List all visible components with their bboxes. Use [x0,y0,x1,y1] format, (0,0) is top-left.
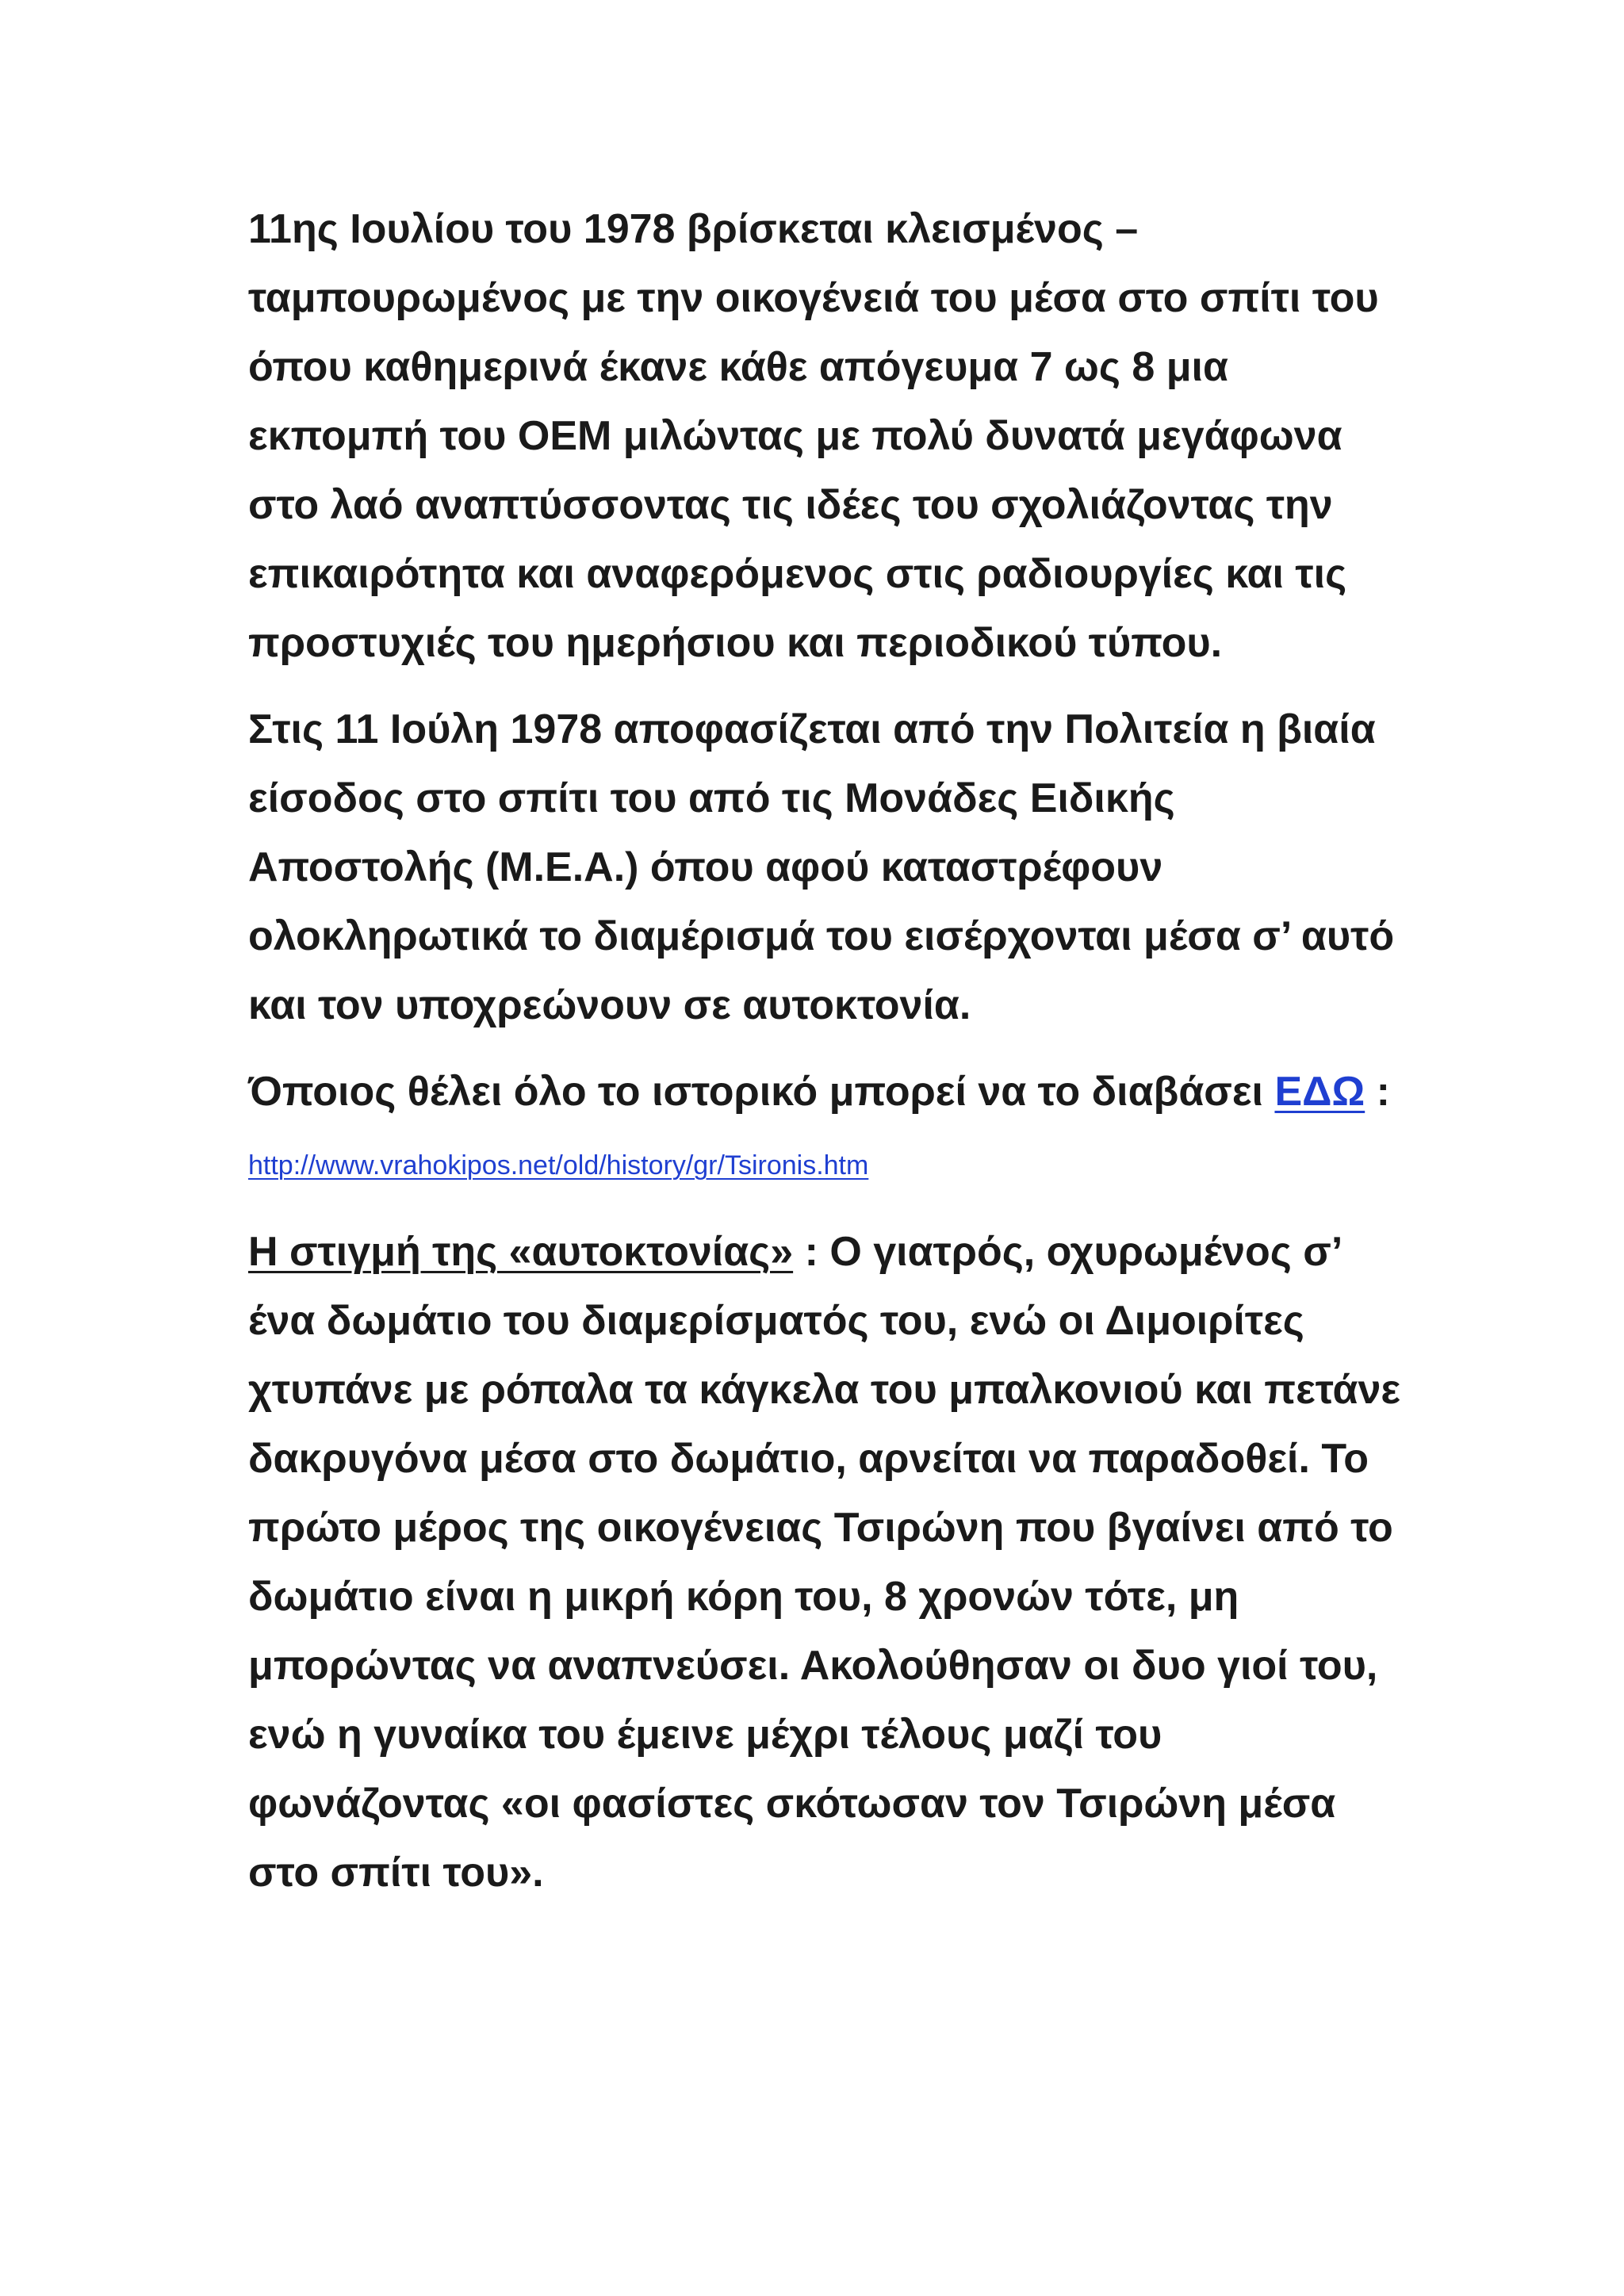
paragraph-2: Στις 11 Ιούλη 1978 αποφασίζεται από την Πολιτεία η βιαία είσοδος στο σπίτι του από τις Μονάδες Ειδικής Αποστολής (Μ.Ε.Α.) όπου αφού καταστρέφουν ολοκληρωτικά το διαμέρισμά του εισέρχονται μέσα σ’ αυτό και τον υποχρεώνουν σε αυτοκτονία. [248,706,1395,1028]
paragraph-1: 11ης Ιουλίου του 1978 βρίσκεται κλεισμένος – ταμπουρωμένος με την οικογένειά του μέσα στο σπίτι του όπου καθημερινά έκανε κάθε απόγευμα 7 ως 8 μια εκπομπή του ΟΕΜ μιλώντας με πολύ δυνατά μεγάφωνα στο λαό αναπτύσσοντας τις ιδέες του σχολιάζοντας την επικαιρότητα και αναφερόμενος στις ραδιουργίες και τις προστυχιές του ημερήσιου και περιοδικού τύπου. [248,206,1379,666]
paragraph-3 [248,1058,1406,1200]
paragraph-4-separator: : [793,1229,830,1275]
paragraph-4 [248,1218,1406,1908]
paragraph-3-text: Όποιος θέλει όλο το ιστορικό μπορεί να το διαβάσει [248,1069,1263,1115]
history-url-link[interactable]: http://www.vrahokipos.net/old/history/gr/Tsironis.htm [248,1150,869,1181]
document-page [248,195,1406,1925]
paragraph-3-separator: : [1365,1069,1390,1115]
edo-link[interactable]: ΕΔΩ [1274,1069,1365,1115]
paragraph-4-text: Ο γιατρός, οχυρωμένος σ’ ένα δωμάτιο του διαμερίσματός του, ενώ οι Διμοιρίτες χτυπάνε με ρόπαλα τα κάγκελα του μπαλκονιού και πετάνε δακρυγόνα μέσα στο δωμάτιο, αρνείται να παραδοθεί. Το πρώτο μέρος της οικογένειας Τσιρώνη που βγαίνει από το δωμάτιο είναι η μικρή κόρη του, 8 χρονών τότε, μη μπορώντας να αναπνεύσει. Ακολούθησαν οι δυο γιοί του, ενώ η γυναίκα του έμεινε μέχρι τέλους μαζί του φωνάζοντας «οι φασίστες σκότωσαν τον Τσιρώνη μέσα στο σπίτι του». [248,1229,1401,1896]
suicide-moment-heading: Η στιγμή της «αυτοκτονίας» [248,1229,794,1275]
